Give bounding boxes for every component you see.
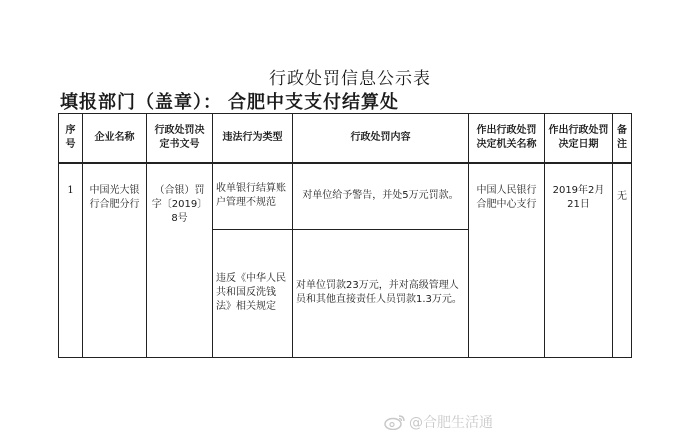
header-company: 企业名称 [83,114,147,164]
penalty-table [58,113,632,358]
table-row [59,163,632,229]
cell-seq: 1 [59,163,83,357]
header-remarks: 备注 [613,114,632,164]
table-header-row [59,114,632,164]
header-penalty: 行政处罚内容 [293,114,469,164]
cell-violation-2: 违反《中华人民共和国反洗钱法》相关规定 [213,229,293,357]
department-value: 合肥中支支付结算处 [228,92,399,113]
watermark [384,412,493,432]
filing-department [60,88,399,114]
cell-date: 2019年2月21日 [545,163,613,357]
cell-doc-number: （合银）罚字〔2019〕8号 [147,163,213,357]
header-date: 作出行政处罚决定日期 [545,114,613,164]
watermark-text: @合肥生活通 [409,415,493,431]
header-violation: 违法行为类型 [213,114,293,164]
document-title: 行政处罚信息公示表 [269,69,431,89]
cell-violation-1: 收单银行结算账户管理不规范 [213,163,293,229]
weibo-icon [384,414,406,430]
cell-penalty-1: 对单位给予警告，并处5万元罚款。 [293,163,469,229]
header-seq: 序号 [59,114,83,164]
cell-authority: 中国人民银行合肥中心支行 [469,163,545,357]
cell-penalty-2: 对单位罚款23万元，并对高级管理人员和其他直接责任人员罚款1.3万元。 [293,229,469,357]
cell-company: 中国光大银行合肥分行 [83,163,147,357]
cell-remarks: 无 [613,163,632,357]
department-label: 填报部门（盖章）： [60,92,222,113]
header-authority: 作出行政处罚决定机关名称 [469,114,545,164]
header-doc-number: 行政处罚决定书文号 [147,114,213,164]
